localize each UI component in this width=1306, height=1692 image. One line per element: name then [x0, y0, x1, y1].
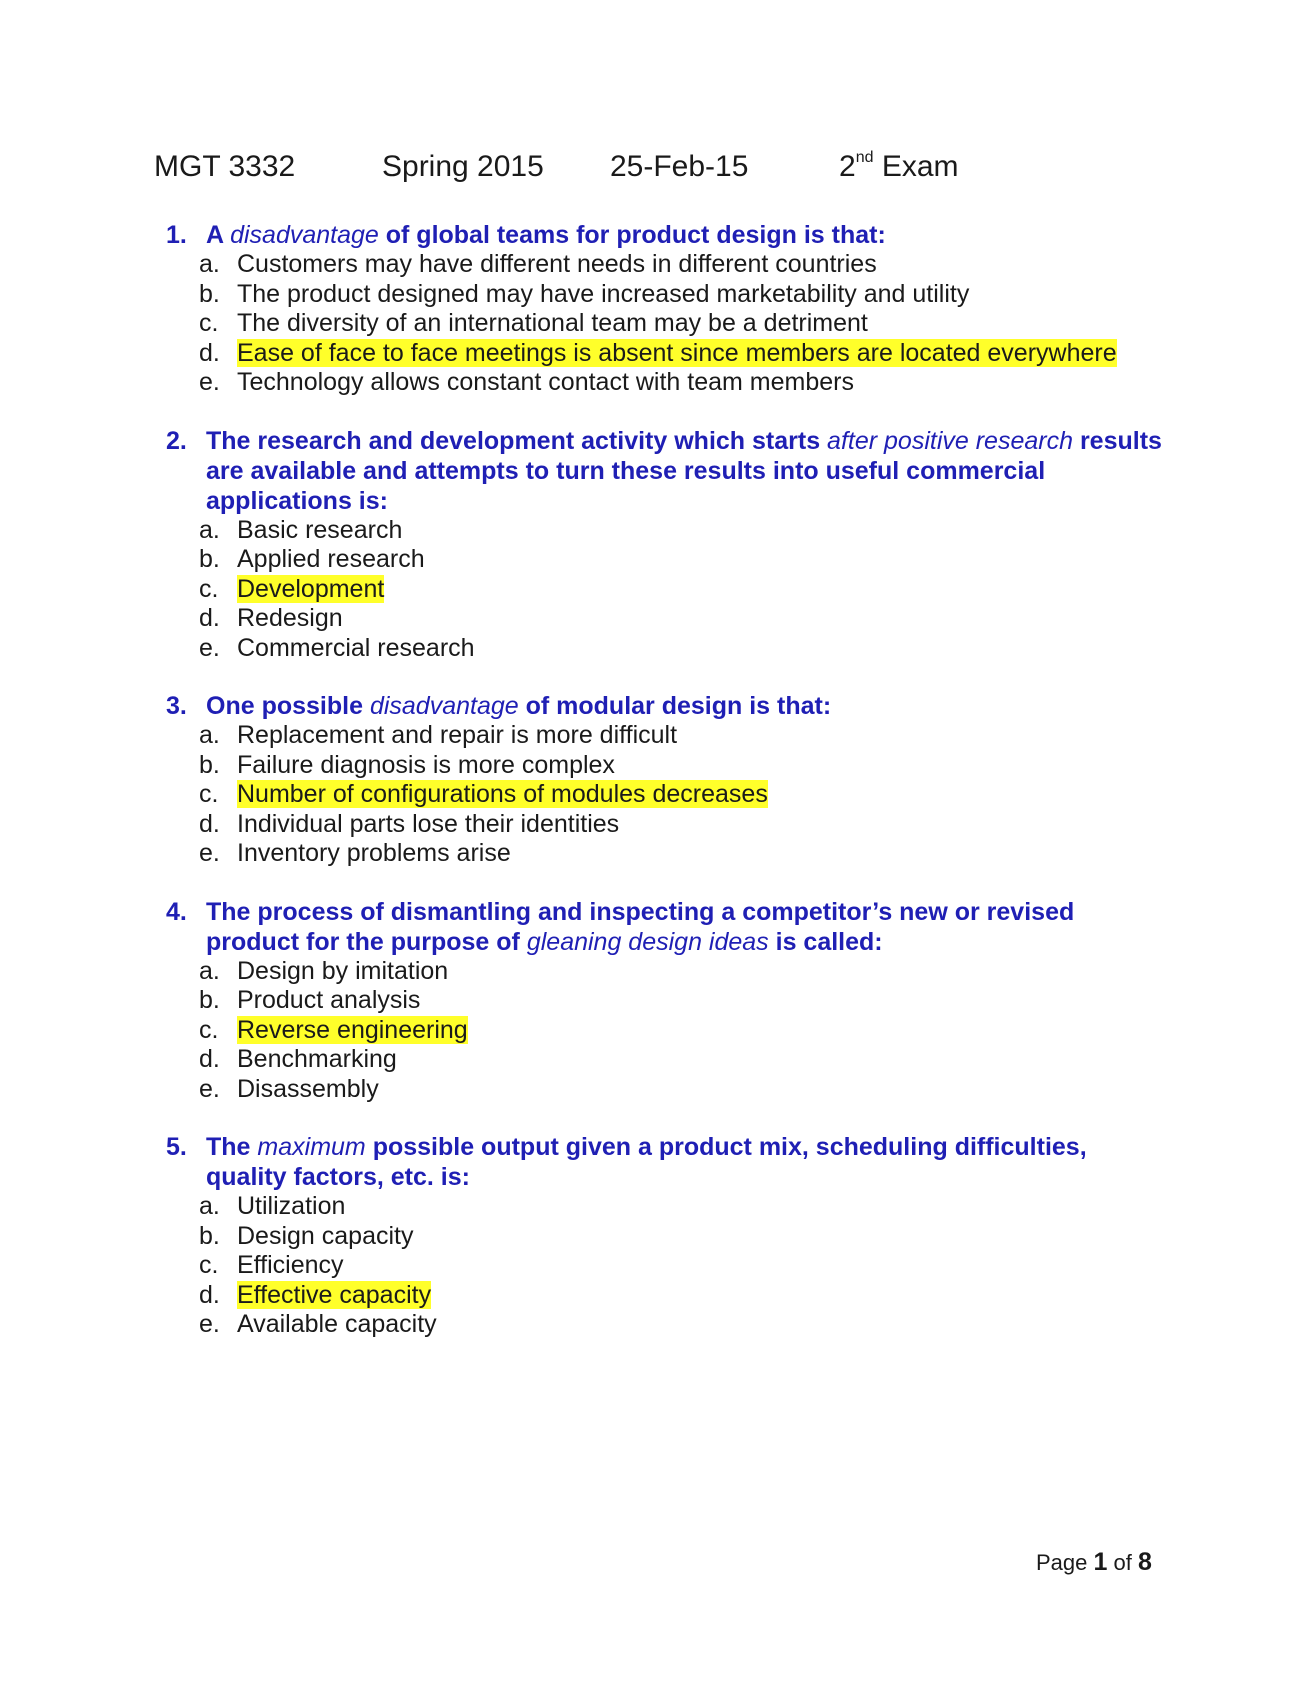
- question-stem-emphasis: maximum: [257, 1133, 366, 1161]
- question-stem-text: One possible: [206, 692, 370, 720]
- question-stem-emphasis: gleaning design ideas: [526, 927, 769, 956]
- correct-answer-highlight: Development: [237, 574, 385, 603]
- option-letter: e.: [199, 1074, 220, 1103]
- question-stem: [166, 691, 1166, 721]
- answer-option: [166, 280, 1166, 310]
- answer-option: [166, 957, 1166, 987]
- option-letter: d.: [199, 1045, 220, 1073]
- option-letter: d.: [199, 604, 220, 632]
- question-number: 3.: [166, 692, 187, 720]
- option-letter: d.: [199, 338, 220, 367]
- answer-option: [166, 751, 1166, 781]
- page-footer: [1036, 1548, 1152, 1577]
- option-letter: d.: [199, 809, 220, 838]
- question-stem-text: A: [206, 221, 231, 249]
- question-stem: [166, 1132, 1166, 1192]
- answer-options: [166, 957, 1166, 1105]
- option-text: Benchmarking: [237, 1045, 397, 1073]
- option-letter: e.: [199, 1310, 220, 1338]
- answer-option: [166, 1075, 1166, 1105]
- question-stem-text: The: [206, 1133, 258, 1161]
- option-text: Design by imitation: [237, 956, 449, 985]
- question-stem-text: of global teams for product design is that:: [378, 221, 886, 249]
- answer-options: [166, 516, 1166, 664]
- question-stem-text: The research and development activity which starts: [206, 426, 828, 455]
- exam-number-suffix: nd: [855, 149, 874, 166]
- option-text: Basic research: [237, 515, 403, 544]
- option-text: The diversity of an international team may be a detriment: [237, 309, 868, 337]
- question-4: [166, 897, 1166, 1105]
- question-stem: [166, 897, 1166, 957]
- option-text: Design capacity: [237, 1221, 414, 1250]
- exam-date: 25-Feb-15: [610, 150, 749, 183]
- page-current: 1: [1093, 1548, 1108, 1576]
- answer-option: [166, 604, 1166, 634]
- page-word: Page: [1036, 1550, 1094, 1575]
- question-3: [166, 691, 1166, 869]
- option-text: The product designed may have increased marketability and utility: [237, 279, 970, 308]
- option-letter: d.: [199, 1280, 220, 1309]
- question-5: [166, 1132, 1166, 1340]
- question-stem-emphasis: disadvantage: [230, 221, 379, 249]
- option-text: Customers may have different needs in different countries: [237, 250, 877, 278]
- question-number: 4.: [166, 897, 187, 926]
- answer-option: [166, 1192, 1166, 1222]
- answer-option: [166, 780, 1166, 810]
- question-stem: [166, 426, 1166, 516]
- answer-option: [166, 575, 1166, 605]
- option-text: Efficiency: [237, 1251, 344, 1279]
- question-stem-text: results are available and attempts to turn these results into useful commercial applications is:: [206, 426, 1162, 515]
- of-word: of: [1107, 1550, 1138, 1575]
- option-letter: a.: [199, 1192, 220, 1220]
- answer-option: [166, 309, 1166, 339]
- question-number: 1.: [166, 221, 187, 249]
- course-code: MGT 3332: [154, 150, 296, 183]
- exam-title: [839, 150, 959, 184]
- option-text: Applied research: [237, 545, 425, 573]
- answer-option: [166, 810, 1166, 840]
- question-stem-emphasis: after positive research: [827, 426, 1073, 455]
- answer-option: [166, 1045, 1166, 1075]
- correct-answer-highlight: Effective capacity: [237, 1280, 432, 1309]
- answer-option: [166, 545, 1166, 575]
- option-letter: c.: [199, 309, 219, 337]
- option-text: Utilization: [237, 1192, 346, 1220]
- option-letter: e.: [199, 368, 220, 396]
- option-letter: c.: [199, 1015, 219, 1044]
- answer-options: [166, 1192, 1166, 1340]
- option-text: Disassembly: [237, 1074, 379, 1103]
- correct-answer-highlight: Reverse engineering: [237, 1015, 468, 1044]
- answer-option: [166, 516, 1166, 546]
- answer-option: [166, 1281, 1166, 1311]
- option-letter: a.: [199, 250, 220, 278]
- exam-number: 2: [839, 150, 856, 183]
- answer-options: [166, 250, 1166, 398]
- option-text: Product analysis: [237, 986, 421, 1014]
- answer-option: [166, 250, 1166, 280]
- question-stem-text: The process of dismantling and inspecting a competitor’s new or revised product for the purpose of: [206, 897, 1075, 956]
- option-letter: c.: [199, 780, 219, 808]
- question-stem-emphasis: disadvantage: [369, 692, 519, 720]
- question-1: [166, 220, 1166, 398]
- correct-answer-highlight: Number of configurations of modules decreases: [237, 780, 768, 808]
- option-letter: b.: [199, 279, 220, 308]
- exam-term: Spring 2015: [382, 150, 544, 183]
- option-letter: a.: [199, 515, 220, 544]
- answer-options: [166, 721, 1166, 869]
- question-stem-text: is called:: [768, 927, 883, 956]
- option-text: Replacement and repair is more difficult: [237, 721, 678, 749]
- question-stem-text: of modular design is that:: [518, 692, 832, 720]
- answer-option: [166, 721, 1166, 751]
- question-stem-text: possible output given a product mix, scheduling difficulties, quality factors, etc. is:: [206, 1133, 1087, 1191]
- answer-option: [166, 1310, 1166, 1340]
- option-text: Individual parts lose their identities: [237, 809, 620, 838]
- option-letter: a.: [199, 721, 220, 749]
- question-number: 2.: [166, 426, 187, 455]
- answer-option: [166, 1222, 1166, 1252]
- option-letter: e.: [199, 633, 220, 662]
- option-text: Failure diagnosis is more complex: [237, 750, 615, 779]
- answer-option: [166, 1251, 1166, 1281]
- option-letter: b.: [199, 1221, 220, 1250]
- option-letter: a.: [199, 956, 220, 985]
- answer-option: [166, 1016, 1166, 1046]
- option-text: Inventory problems arise: [237, 839, 511, 867]
- option-letter: e.: [199, 839, 220, 867]
- option-letter: b.: [199, 545, 220, 573]
- option-letter: c.: [199, 574, 219, 603]
- option-letter: b.: [199, 750, 220, 779]
- question-2: [166, 426, 1166, 664]
- option-text: Commercial research: [237, 633, 475, 662]
- exam-word: Exam: [881, 150, 959, 183]
- answer-option: [166, 839, 1166, 869]
- option-letter: c.: [199, 1251, 219, 1279]
- correct-answer-highlight: Ease of face to face meetings is absent since members are located everywhere: [237, 338, 1117, 367]
- question-list: [166, 220, 1166, 1368]
- answer-option: [166, 368, 1166, 398]
- page-total: 8: [1137, 1548, 1152, 1576]
- option-text: Technology allows constant contact with team members: [237, 368, 854, 396]
- question-stem: [166, 220, 1166, 250]
- answer-option: [166, 986, 1166, 1016]
- option-letter: b.: [199, 986, 220, 1014]
- answer-option: [166, 634, 1166, 664]
- option-text: Available capacity: [237, 1310, 437, 1338]
- answer-option: [166, 339, 1166, 369]
- option-text: Redesign: [237, 604, 343, 632]
- question-number: 5.: [166, 1133, 187, 1161]
